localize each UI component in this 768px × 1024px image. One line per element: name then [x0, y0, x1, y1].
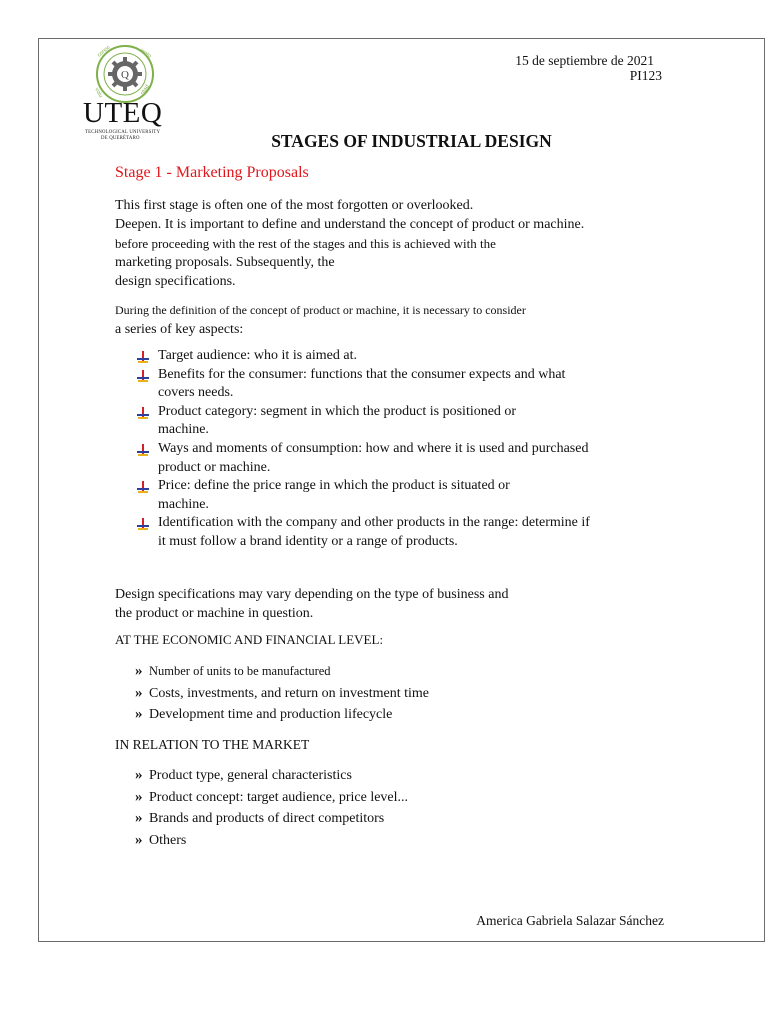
chevron-right-icon: »: [135, 810, 143, 827]
bullet-icon: [137, 444, 149, 456]
svg-text:Q: Q: [121, 69, 129, 81]
bullet-icon: [137, 518, 149, 530]
chevron-right-icon: »: [135, 788, 143, 805]
stage-heading: Stage 1 - Marketing Proposals: [115, 164, 309, 181]
uteq-seal-icon: [85, 43, 165, 105]
list-item: » Product type, general characteristics: [135, 765, 408, 787]
bullet-icon: [137, 370, 149, 382]
key-aspects-list: [137, 347, 617, 552]
list-item: » Development time and production lifecycle: [135, 704, 429, 726]
uteq-tagline: TECHNOLOGICAL UNIVERSITY DE QUERÉTARO: [85, 130, 161, 141]
bullet-icon: [137, 351, 149, 363]
intro-paragraph: This first stage is often one of the most forgotten or overlooked. Deepen. It is important to define and understand the concept of product or machine. before proceeding with the rest of the stages and this is achieved with the marketing proposals. Subsequently, the design specifications.: [115, 198, 585, 289]
list-item: » Costs, investments, and return on investment time: [135, 683, 429, 705]
chevron-right-icon: »: [135, 663, 143, 679]
chevron-right-icon: »: [135, 684, 143, 701]
svg-text:volu: volu: [93, 87, 104, 99]
bullet-icon: [137, 481, 149, 493]
document-page: [38, 38, 765, 942]
svg-text:ntad: ntad: [139, 83, 151, 97]
list-item: Price: define the price range in which the product is situated or machine.: [137, 477, 617, 514]
uteq-wordmark: UTEQ: [83, 97, 163, 129]
market-list: [135, 765, 408, 852]
document-title: STAGES OF INDUSTRIAL DESIGN: [271, 131, 552, 151]
list-item: » Brands and products of direct competitors: [135, 808, 408, 830]
economic-list: [135, 661, 429, 726]
document-code: PI123: [629, 68, 662, 83]
bullet-icon: [137, 407, 149, 419]
list-item: » Product concept: target audience, price level...: [135, 787, 408, 809]
market-heading: IN RELATION TO THE MARKET: [115, 737, 310, 752]
list-item: » Others: [135, 830, 408, 852]
list-item: Ways and moments of consumption: how and where it is used and purchased product or machine.: [137, 440, 617, 477]
author-name: America Gabriela Salazar Sánchez: [476, 913, 664, 928]
chevron-right-icon: »: [135, 767, 143, 783]
document-date: 15 de septiembre de 2021: [515, 53, 654, 68]
list-item: Benefits for the consumer: functions that the consumer expects and what covers needs.: [137, 366, 617, 403]
list-item: Product category: segment in which the product is positioned or machine.: [137, 403, 617, 440]
economic-heading: AT THE ECONOMIC AND FINANCIAL LEVEL:: [115, 632, 384, 647]
svg-text:conoc: conoc: [96, 44, 112, 59]
svg-text:iento: iento: [138, 47, 153, 60]
chevron-right-icon: »: [135, 706, 143, 723]
specifications-paragraph: Design specifications may vary depending on the type of business and the product or machine in question.: [115, 587, 509, 621]
list-item: Identification with the company and other products in the range: determine if it must follow a brand identity or a range of products.: [137, 514, 617, 551]
list-item: Target audience: who it is aimed at.: [137, 347, 617, 366]
list-item: » Number of units to be manufactured: [135, 661, 429, 683]
concept-paragraph: During the definition of the concept of product or machine, it is necessary to consider a series of key aspects:: [115, 303, 526, 337]
chevron-right-icon: »: [135, 832, 143, 849]
